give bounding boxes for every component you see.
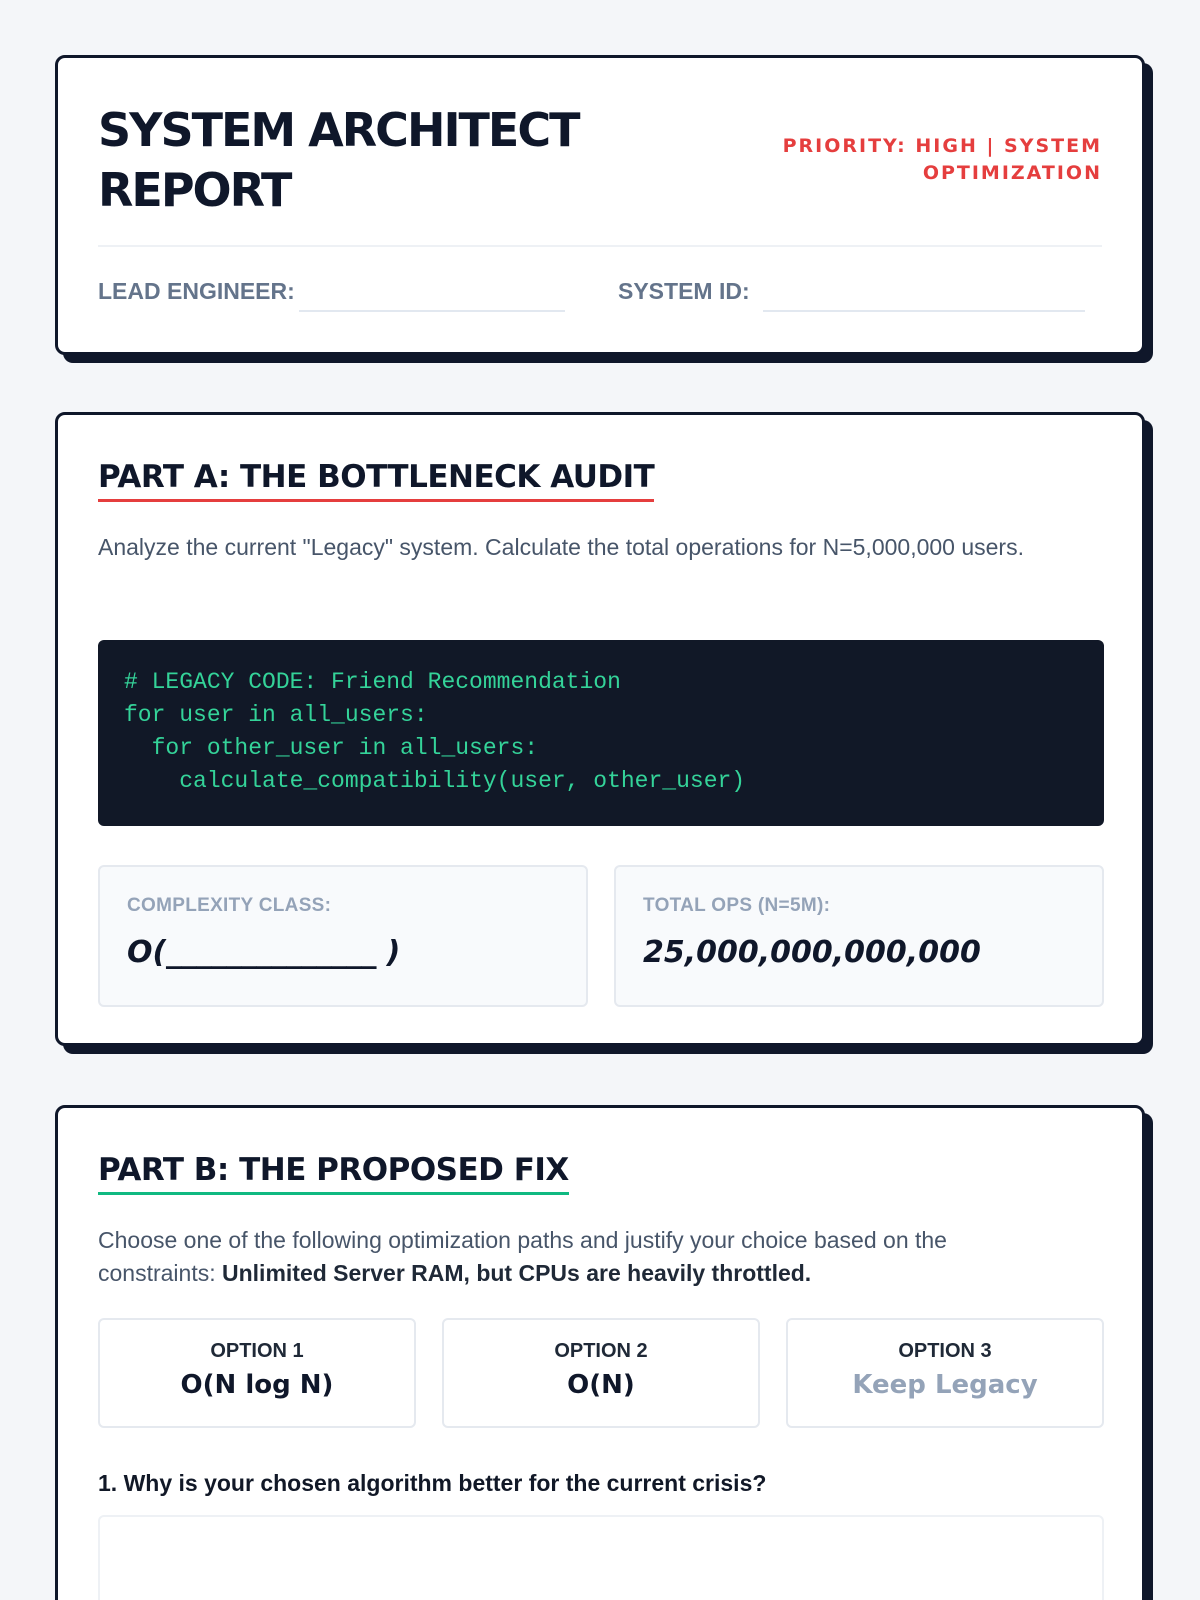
code-line: calculate_compatibility(user, other_user) xyxy=(124,768,746,794)
part-b-description-text: Choose one of the following optimization paths and justify your choice based on the constraints: xyxy=(98,1227,947,1286)
option-1-card[interactable] xyxy=(98,1318,416,1428)
system-id-label: SYSTEM ID: xyxy=(618,278,750,304)
option-value: Keep Legacy xyxy=(852,1370,1038,1400)
part-b-description xyxy=(98,1224,1058,1290)
header-divider xyxy=(98,245,1102,247)
part-a-description: Analyze the current "Legacy" system. Calculate the total operations for N=5,000,000 users. xyxy=(98,534,1024,560)
part-b-title: PART B: THE PROPOSED FIX xyxy=(98,1152,569,1195)
option-3-card[interactable] xyxy=(786,1318,1104,1428)
part-a-card xyxy=(55,412,1145,1046)
part-b-constraints: Unlimited Server RAM, but CPUs are heavily throttled. xyxy=(222,1260,812,1286)
total-ops-label: TOTAL OPS (N=5M): xyxy=(643,895,831,916)
part-a-title: PART A: THE BOTTLENECK AUDIT xyxy=(98,459,654,502)
complexity-class-box[interactable] xyxy=(98,865,588,1007)
question-1-answer-area[interactable] xyxy=(98,1515,1104,1600)
code-line: # LEGACY CODE: Friend Recommendation xyxy=(124,669,621,695)
option-label: OPTION 3 xyxy=(898,1340,992,1362)
report-title xyxy=(98,100,658,220)
question-1: 1. Why is your chosen algorithm better for the current crisis? xyxy=(98,1470,767,1496)
total-ops-value: 25,000,000,000,000 xyxy=(643,935,981,970)
report-title-line-1: SYSTEM ARCHITECT xyxy=(98,103,579,157)
legacy-code-block xyxy=(98,640,1104,826)
option-label: OPTION 1 xyxy=(210,1340,304,1362)
option-label: OPTION 2 xyxy=(554,1340,648,1362)
option-value: O(N) xyxy=(567,1370,635,1400)
system-id-field[interactable] xyxy=(763,310,1085,312)
option-value: O(N log N) xyxy=(180,1370,334,1400)
part-b-card xyxy=(55,1105,1145,1600)
report-header-card xyxy=(55,55,1145,355)
code-line: for user in all_users: xyxy=(124,702,428,728)
option-2-card[interactable] xyxy=(442,1318,760,1428)
lead-engineer-field[interactable] xyxy=(299,310,565,312)
total-ops-box[interactable] xyxy=(614,865,1104,1007)
report-title-line-2: REPORT xyxy=(98,163,291,217)
priority-tag xyxy=(782,133,1102,187)
complexity-class-label: COMPLEXITY CLASS: xyxy=(127,895,332,916)
code-line: for other_user in all_users: xyxy=(124,735,539,761)
priority-tag-line-1: PRIORITY: HIGH | SYSTEM xyxy=(782,135,1102,157)
priority-tag-line-2: OPTIMIZATION xyxy=(922,162,1102,184)
lead-engineer-label: LEAD ENGINEER: xyxy=(98,278,295,304)
complexity-class-value: O(______________ ) xyxy=(127,935,401,970)
